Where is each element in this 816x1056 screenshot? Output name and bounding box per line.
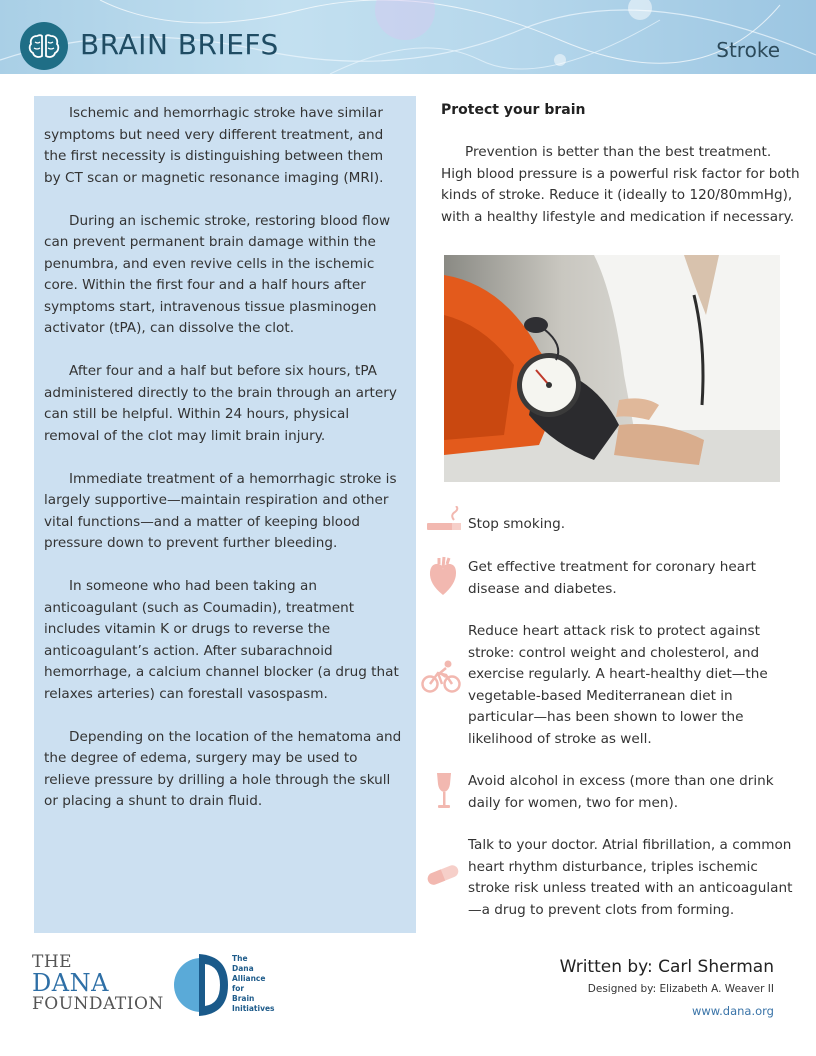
tip-item: Avoid alcohol in excess (more than one drink daily for women, two for men).	[468, 773, 774, 811]
header-banner	[0, 0, 816, 74]
heart-icon	[427, 556, 459, 596]
cyclist-icon	[421, 659, 461, 693]
logo-text: THE	[32, 952, 73, 972]
logo-text: FOUNDATION	[32, 994, 164, 1014]
paragraph: Immediate treatment of a hemorrhagic stroke is largely supportive—maintain respiration and other vital functions—and a matter of keeping blood pressure down to prevent further bleeding.	[44, 470, 397, 551]
paragraph: Depending on the location of the hematoma and the degree of edema, surgery may be used to relieve pressure by drilling a hole through the skull or placing a shunt to drain fluid.	[44, 728, 402, 809]
page-title: BRAIN BRIEFS	[80, 28, 279, 61]
brain-logo-icon	[20, 22, 68, 70]
credits	[560, 956, 774, 1019]
tip-item: Get effective treatment for coronary heart disease and diabetes.	[468, 559, 757, 597]
paragraph: In someone who had been taking an anticoagulant (such as Coumadin), treatment includes vitamin K or drugs to reverse the anticoagulant’s action. After subarachnoid hemorrhage, a calcium channel blocker (a drug that relaxes arteries) can forestall vasospasm.	[44, 578, 399, 702]
topic-label: Stroke	[716, 38, 780, 62]
designer-credit: Designed by: Elizabeth A. Weaver II	[587, 983, 774, 995]
paragraph: After four and a half but before six hours, tPA administered directly to the brain through an artery can still be helpful. Within 24 hours, physical removal of the clot may limit brain injury.	[44, 363, 397, 444]
tip-item: Stop smoking.	[468, 516, 566, 532]
alliance-d-icon	[172, 952, 230, 1018]
website-link[interactable]: www.dana.org	[691, 1004, 774, 1018]
tip-item: Talk to your doctor. Atrial fibrillation, a common heart rhythm disturbance, triples ischemic stroke risk unless treated with an anticoagulant—a drug to prevent clots from forming.	[468, 837, 793, 918]
pill-icon	[425, 862, 461, 888]
tip-item: Reduce heart attack risk to protect against stroke: control weight and cholesterol, and exercise regularly. A heart-healthy diet—the vegetable-based Mediterranean diet in particular—has been shown to lower the likelihood of stroke as well.	[468, 623, 768, 747]
dana-alliance-logo	[172, 952, 282, 1018]
cigarette-icon	[426, 506, 462, 534]
alliance-name: The Dana Alliance for Brain Initiatives	[232, 954, 275, 1013]
intro-paragraph: Prevention is better than the best treatment. High blood pressure is a powerful risk factor for both kinds of stroke. Reduce it (ideally to 120/80mmHg), with a healthy lifestyle and medication if necessary.	[441, 144, 800, 225]
dana-foundation-logo	[32, 952, 172, 1014]
paragraph: Ischemic and hemorrhagic stroke have similar symptoms but need very different treatment, and the first necessity is distinguishing between them by CT scan or magnetic resonance imaging (MRI).	[44, 105, 384, 186]
author-credit: Written by: Carl Sherman	[559, 957, 774, 977]
logo-text: DANA	[32, 969, 109, 997]
section-heading: Protect your brain	[441, 102, 586, 118]
prevention-section	[441, 100, 801, 228]
treatment-panel	[34, 96, 416, 933]
wine-glass-icon	[436, 772, 452, 810]
paragraph: During an ischemic stroke, restoring blood flow can prevent permanent brain damage within the penumbra, and even revive cells in the ischemic core. Within the first four and a half hours after symptoms start, intravenous tissue plasminogen activator (tPA), can dissolve the clot.	[44, 212, 391, 336]
blood-pressure-photo	[444, 255, 780, 482]
